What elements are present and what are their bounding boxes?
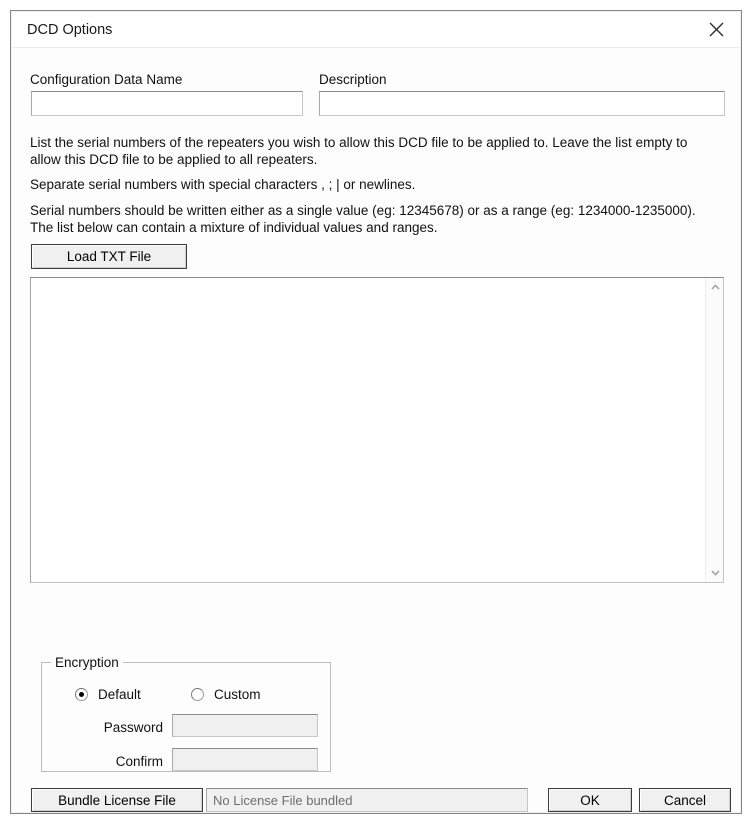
close-icon xyxy=(709,22,724,37)
dcd-options-dialog xyxy=(10,10,742,814)
dialog-content xyxy=(13,48,739,811)
confirm-label: Confirm xyxy=(115,754,163,769)
password-input[interactable] xyxy=(172,714,318,737)
radio-encryption-custom[interactable] xyxy=(191,687,261,702)
window-title: DCD Options xyxy=(27,22,113,38)
chevron-up-icon xyxy=(711,284,720,290)
load-txt-file-button[interactable] xyxy=(31,244,187,269)
radio-custom-indicator xyxy=(191,688,204,701)
radio-custom-label: Custom xyxy=(214,687,261,702)
instruction-paragraph-3: Serial numbers should be written either as a single value (eg: 12345678) or as a range (eg: 1234000-1235000). The list below can contain a mixture of individual values and ranges. xyxy=(30,203,696,235)
bundle-license-file-button[interactable] xyxy=(31,788,203,812)
password-label: Password xyxy=(103,720,163,735)
description-input[interactable] xyxy=(319,91,725,116)
confirm-input[interactable] xyxy=(172,748,318,771)
serial-list-scrollbar[interactable] xyxy=(705,278,723,582)
serial-number-textarea[interactable] xyxy=(31,278,705,582)
config-data-name-label: Configuration Data Name xyxy=(30,72,183,87)
config-data-name-input[interactable] xyxy=(31,91,303,116)
dialog-inner xyxy=(12,12,740,812)
scrollbar-up-button[interactable] xyxy=(706,278,724,296)
cancel-label: Cancel xyxy=(663,792,707,808)
instruction-paragraph-1: List the serial numbers of the repeaters you wish to allow this DCD file to be applied to. Leave the list empty to allow this DCD file to be applied to all repeaters. xyxy=(30,135,688,167)
scrollbar-down-button[interactable] xyxy=(706,564,724,582)
chevron-down-icon xyxy=(711,570,720,576)
bundle-license-file-label: Bundle License File xyxy=(58,792,176,808)
scrollbar-track[interactable] xyxy=(706,296,723,564)
radio-default-label: Default xyxy=(98,687,141,702)
description-label: Description xyxy=(319,72,387,87)
ok-label: OK xyxy=(580,792,600,808)
license-status-text: No License File bundled xyxy=(213,792,353,808)
cancel-button[interactable] xyxy=(639,788,731,812)
encryption-legend: Encryption xyxy=(51,655,123,670)
radio-default-indicator xyxy=(75,688,88,701)
title-bar xyxy=(13,13,739,47)
radio-encryption-default[interactable] xyxy=(75,687,141,702)
license-status-field xyxy=(206,788,528,812)
instruction-paragraph-2: Separate serial numbers with special characters , ; | or newlines. xyxy=(30,177,416,192)
serial-number-list xyxy=(30,277,724,583)
load-txt-file-label: Load TXT File xyxy=(66,249,152,264)
ok-button[interactable] xyxy=(548,788,632,812)
close-button[interactable] xyxy=(695,13,737,45)
